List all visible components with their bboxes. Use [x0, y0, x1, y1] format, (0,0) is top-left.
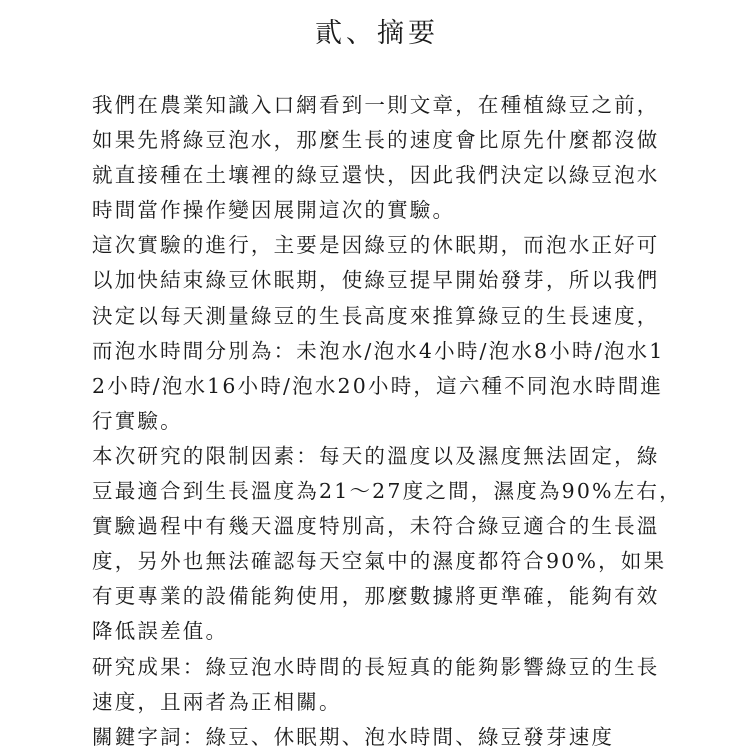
- text-line: 就直接種在土壤裡的綠豆還快，因此我們決定以綠豆泡水: [92, 163, 660, 188]
- text-line: 有更專業的設備能夠使用，那麼數據將更準確，能夠有效: [92, 584, 660, 609]
- text-line: 2小時/泡水16小時/泡水20小時，這六種不同泡水時間進: [92, 373, 664, 398]
- text-line: 豆最適合到生長溫度為21～27度之間，濕度為90%左右，: [92, 479, 682, 504]
- text-line: 時間當作操作變因展開這次的實驗。: [92, 198, 456, 223]
- text-line: 關鍵字詞：綠豆、休眠期、泡水時間、綠豆發芽速度: [92, 724, 615, 749]
- text-line: 實驗過程中有幾天溫度特別高，未符合綠豆適合的生長溫: [92, 514, 660, 539]
- text-line: 如果先將綠豆泡水，那麼生長的速度會比原先什麼都沒做: [92, 128, 660, 153]
- text-line: 研究成果：綠豆泡水時間的長短真的能夠影響綠豆的生長: [92, 654, 660, 679]
- text-line: 本次研究的限制因素：每天的溫度以及濕度無法固定，綠: [92, 443, 660, 468]
- text-line: 而泡水時間分別為：未泡水/泡水4小時/泡水8小時/泡水1: [92, 338, 665, 363]
- text-line: 這次實驗的進行，主要是因綠豆的休眠期，而泡水正好可: [92, 233, 660, 258]
- text-line: 決定以每天測量綠豆的生長高度來推算綠豆的生長速度，: [92, 303, 660, 328]
- text-line: 度，另外也無法確認每天空氣中的濕度都符合90%，如果: [92, 549, 667, 574]
- section-title: 貳、摘要: [315, 18, 439, 49]
- text-line: 我們在農業知識入口網看到一則文章，在種植綠豆之前，: [92, 93, 660, 117]
- abstract-body: [92, 88, 682, 755]
- text-line: 行實驗。: [92, 408, 183, 433]
- text-line: 速度，且兩者為正相關。: [92, 689, 342, 714]
- text-line: 以加快結束綠豆休眠期，使綠豆提早開始發芽，所以我們: [92, 268, 660, 293]
- text-line: 降低誤差值。: [92, 619, 229, 644]
